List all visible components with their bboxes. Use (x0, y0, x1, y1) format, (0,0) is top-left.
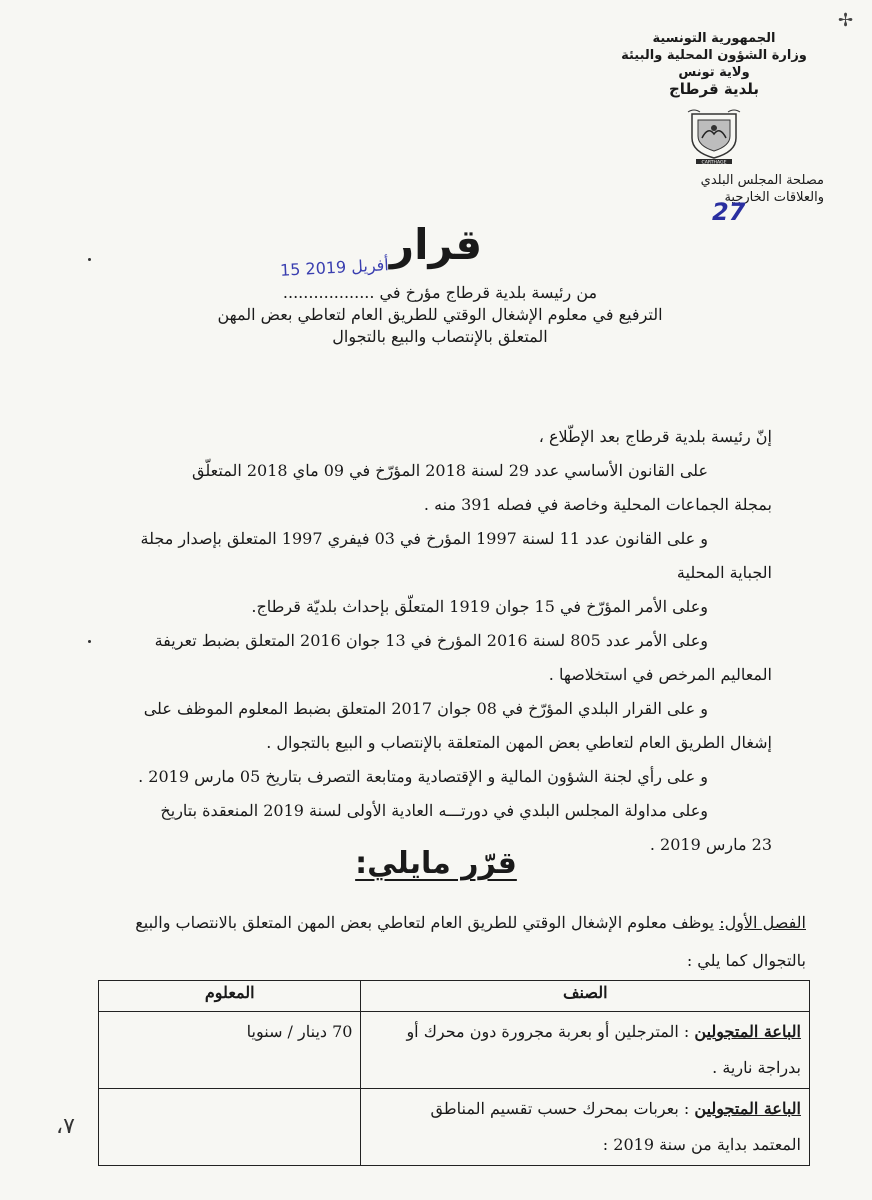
row-category-desc-a: : بعربات بمحرك حسب تقسيم المناطق (430, 1099, 695, 1118)
letterhead-municipality: بلدية قرطاج (668, 80, 760, 98)
service-line-1: مصلحة المجلس البلدي (700, 173, 824, 188)
decides-heading (0, 846, 872, 881)
corner-mark: ✢ (838, 10, 854, 31)
preamble-intro: إنّ رئيسة بلدية قرطاج بعد الإطّلاع ، (538, 427, 772, 446)
margin-initial: ٧، (56, 1114, 75, 1139)
letterhead-republic: الجمهورية التونسية (652, 31, 776, 46)
preamble-citation-7b: 23 مارس 2019 . (649, 835, 772, 854)
preamble-citation-5b: إشغال الطريق العام لتعاطي بعض المهن المتعلقة بالإنتصاب و البيع بالتجوال . (266, 733, 772, 752)
punch-dot (88, 258, 91, 261)
col-header-category: الصنف (361, 981, 810, 1012)
preamble-citation-1a: على القانون الأساسي عدد 29 لسنة 2018 المؤرّخ في 09 ماي 2018 المتعلّق (192, 461, 708, 480)
table-row (99, 1012, 810, 1089)
tariff-table (98, 980, 810, 1166)
document-title: قرار (389, 220, 483, 269)
preamble-citation-1b: بمجلة الجماعات المحلية وخاصة في فصله 391 منه . (423, 495, 772, 514)
article-1-text-a: يوظف معلوم الإشغال الوقتي للطريق العام لتعاطي بعض المهن المتعلق بالانتصاب والبيع (135, 913, 720, 932)
preamble-citation-2a: و على القانون عدد 11 لسنة 1997 المؤرخ في 03 فيفري 1997 المتعلق بإصدار مجلة (140, 529, 708, 548)
preamble-citation-4a: وعلى الأمر عدد 805 لسنة 2016 المؤرخ في 13 جوان 2016 المتعلق بضبط تعريفة (154, 631, 708, 650)
preamble-citation-3: وعلى الأمر المؤرّخ في 15 جوان 1919 المتعلّق بإحداث بلديّة قرطاج. (251, 597, 708, 616)
letterhead (604, 30, 824, 206)
document-subtitle (140, 282, 740, 348)
decides-heading-text: قرّر مايلي: (355, 846, 517, 881)
reference-number: 27 (712, 198, 746, 226)
emblem-caption: CARTHAGE (701, 160, 727, 164)
row-category-label: الباعة المتجولين (694, 1099, 801, 1118)
row-fee: 70 دينار / سنويا (99, 1012, 361, 1089)
article-1 (80, 904, 806, 980)
article-1-text-b: بالتجوال كما يلي : (686, 951, 806, 970)
table-header-row (99, 981, 810, 1012)
preamble-citation-5a: و على القرار البلدي المؤرّخ في 08 جوان 2017 المتعلق بضبط المعلوم الموظف على (143, 699, 708, 718)
service-line-2: والعلاقات الخارجية (724, 190, 824, 205)
letterhead-ministry: وزارة الشؤون المحلية والبيئة (621, 48, 807, 63)
row-category-desc-b: المعتمد بداية من سنة 2019 : (602, 1135, 801, 1154)
subtitle-line-2: الترفيع في معلوم الإشغال الوقتي للطريق العام لتعاطي بعض المهن (217, 305, 663, 324)
subtitle-line-1: من رئيسة بلدية قرطاج مؤرخ في .................. (282, 283, 598, 302)
row-category-label: الباعة المتجولين (694, 1022, 801, 1041)
letterhead-governorate: ولاية تونس (678, 65, 750, 80)
row-category (361, 1089, 810, 1166)
date-stamp: 15 أفريل 2019 (279, 255, 390, 280)
preamble-citation-2b: الجباية المحلية (676, 563, 772, 582)
row-category-desc-a: : المترجلين أو بعربة مجرورة دون محرك أو (406, 1022, 695, 1041)
subtitle-line-3: المتعلق بالإنتصاب والبيع بالتجوال (332, 327, 548, 346)
punch-dot (88, 640, 91, 643)
article-1-label: الفصل الأول: (719, 913, 806, 932)
carthage-emblem-icon (684, 108, 744, 164)
row-category-desc-b: بدراجة نارية . (712, 1058, 801, 1077)
preamble (82, 420, 772, 862)
table-row (99, 1089, 810, 1166)
col-header-fee: المعلوم (99, 981, 361, 1012)
preamble-citation-4b: المعاليم المرخص في استخلاصها . (548, 665, 772, 684)
row-category (361, 1012, 810, 1089)
preamble-citation-7a: وعلى مداولة المجلس البلدي في دورتـــه العادية الأولى لسنة 2019 المنعقدة بتاريخ (160, 801, 708, 820)
row-fee (99, 1089, 361, 1166)
preamble-citation-6: و على رأي لجنة الشؤون المالية و الإقتصادية ومتابعة التصرف بتاريخ 05 مارس 2019 . (138, 767, 708, 786)
